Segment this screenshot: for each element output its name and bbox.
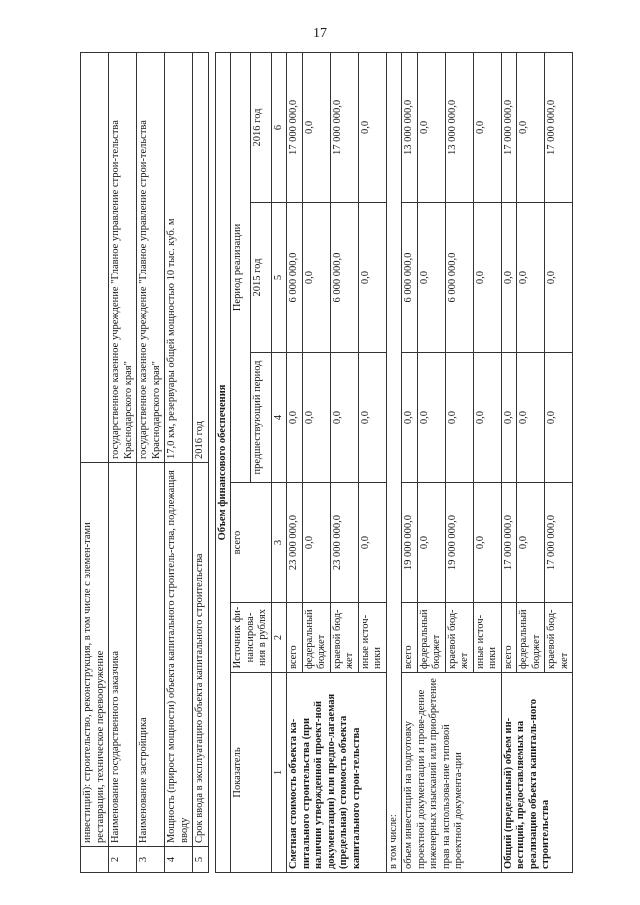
finance-total: 17 000 000,0 xyxy=(501,483,517,603)
column-number: 2 xyxy=(271,603,287,673)
finance-2015: 0,0 xyxy=(302,203,330,353)
finance-total: 19 000 000,0 xyxy=(445,483,473,603)
finance-indicator: Общий (предельный) объем ин-вестиций, предоставляемых на реализацию объекта капиталь-ного строительства xyxy=(501,673,573,873)
finance-2016: 17 000 000,0 xyxy=(330,52,358,202)
finance-source: всего xyxy=(402,603,418,673)
finance-source: краевой бюд-жет xyxy=(330,603,358,673)
finance-2016: 17 000 000,0 xyxy=(545,52,573,202)
info-row xyxy=(193,53,209,873)
finance-total: 0,0 xyxy=(417,483,445,603)
info-row-value: 2016 год xyxy=(193,53,209,463)
finance-prev-period: 0,0 xyxy=(417,353,445,483)
finance-2016: 0,0 xyxy=(517,52,545,202)
info-row-label: Мощность (прирост мощности) объекта капитального строитель-ства, подлежащая вводу xyxy=(165,463,193,847)
finance-2016: 13 000 000,0 xyxy=(402,52,418,202)
column-number: 5 xyxy=(271,203,287,353)
finance-prev-period: 0,0 xyxy=(517,353,545,483)
info-row-number: 3 xyxy=(137,847,165,873)
finance-source: всего xyxy=(287,603,303,673)
col-period-header: Период реализации xyxy=(231,52,251,482)
info-row xyxy=(137,53,165,873)
info-row xyxy=(81,53,109,873)
info-row-label: инвестиций): строительство, реконструкция, в том числе с элемен-тами реставрации, техническое перевооружение xyxy=(81,463,109,847)
page-number: 17 xyxy=(313,26,327,41)
finance-total: 0,0 xyxy=(473,483,501,603)
finance-2016: 0,0 xyxy=(473,52,501,202)
info-row xyxy=(109,53,137,873)
finance-prev-period: 0,0 xyxy=(330,353,358,483)
info-row-value: 17,0 км, резервуары общей мощностью 10 тыс. куб. м xyxy=(165,53,193,463)
info-row-value: государственное казенное учреждение "Главное управление строи-тельства Краснодарского края" xyxy=(109,53,137,463)
col-source-header: Источник фи-нансирова-ния в рублях xyxy=(231,603,272,673)
finance-2015: 0,0 xyxy=(417,203,445,353)
finance-row xyxy=(402,52,418,872)
finance-2016: 0,0 xyxy=(417,52,445,202)
info-row-label: Наименование государственного заказчика xyxy=(109,463,137,847)
finance-subheading: в том числе: xyxy=(386,52,402,872)
finance-source: федеральный бюджет xyxy=(417,603,445,673)
finance-2016: 17 000 000,0 xyxy=(287,52,303,202)
info-row-label: Наименование застройщика xyxy=(137,463,165,847)
finance-prev-period: 0,0 xyxy=(445,353,473,483)
finance-source: федеральный бюджет xyxy=(517,603,545,673)
info-row-number: 4 xyxy=(165,847,193,873)
finance-2015: 6 000 000,0 xyxy=(445,203,473,353)
column-number: 3 xyxy=(271,483,287,603)
finance-total: 0,0 xyxy=(517,483,545,603)
finance-source: федеральный бюджет xyxy=(302,603,330,673)
finance-prev-period: 0,0 xyxy=(287,353,303,483)
finance-indicator: объем инвестиций на подготовку проектной документации и прове-дение инженерных изысканий или приобретение прав на использова-ние типовой проектной документа-ции xyxy=(402,673,502,873)
finance-prev-period: 0,0 xyxy=(545,353,573,483)
finance-2015: 6 000 000,0 xyxy=(330,203,358,353)
finance-source: всего xyxy=(501,603,517,673)
finance-prev-period: 0,0 xyxy=(302,353,330,483)
finance-2015: 0,0 xyxy=(545,203,573,353)
finance-source: иные источ-ники xyxy=(473,603,501,673)
info-row-number: 5 xyxy=(193,847,209,873)
finance-2016: 0,0 xyxy=(302,52,330,202)
finance-total: 23 000 000,0 xyxy=(330,483,358,603)
finance-2015: 6 000 000,0 xyxy=(287,203,303,353)
finance-row xyxy=(501,52,517,872)
column-number: 1 xyxy=(271,673,287,873)
info-row-number: 2 xyxy=(109,847,137,873)
finance-prev-period: 0,0 xyxy=(358,353,386,483)
finance-source: иные источ-ники xyxy=(358,603,386,673)
info-row-value: государственное казенное учреждение "Главное управление строи-тельства Краснодарского края" xyxy=(137,53,165,463)
column-number: 4 xyxy=(271,353,287,483)
column-number-row xyxy=(271,52,287,872)
finance-source: краевой бюд-жет xyxy=(445,603,473,673)
info-table xyxy=(80,52,209,873)
info-row-label: Срок ввода в эксплуатацию объекта капитального строительства xyxy=(193,463,209,847)
finance-prev-period: 0,0 xyxy=(501,353,517,483)
col-2015-header: 2015 год xyxy=(251,203,271,353)
finance-subheading-row xyxy=(386,52,402,872)
finance-source: краевой бюд-жет xyxy=(545,603,573,673)
column-number: 6 xyxy=(271,52,287,202)
finance-prev-period: 0,0 xyxy=(402,353,418,483)
finance-2015: 0,0 xyxy=(473,203,501,353)
finance-total: 17 000 000,0 xyxy=(545,483,573,603)
finance-2016: 13 000 000,0 xyxy=(445,52,473,202)
rotated-document xyxy=(80,53,600,873)
info-row xyxy=(165,53,193,873)
finance-2016: 17 000 000,0 xyxy=(501,52,517,202)
info-row-value xyxy=(81,53,109,463)
finance-title: Объем финансового обеспечения xyxy=(215,52,231,872)
finance-table xyxy=(215,52,574,873)
finance-indicator: Сметная стоимость объекта ка-питального строительства (при наличии утвержденной проект-ной документации) или предпо-лагаемая (предельная) стоимость объекта капитального строи-тельства xyxy=(287,673,387,873)
finance-2015: 6 000 000,0 xyxy=(402,203,418,353)
finance-total: 23 000 000,0 xyxy=(287,483,303,603)
finance-row xyxy=(287,52,303,872)
finance-2015: 0,0 xyxy=(501,203,517,353)
col-prev-header: предшествующий период xyxy=(251,353,271,483)
col-indicator-header: Показатель xyxy=(231,673,272,873)
finance-2016: 0,0 xyxy=(358,52,386,202)
finance-2015: 0,0 xyxy=(517,203,545,353)
col-total-header: всего xyxy=(231,483,272,603)
finance-prev-period: 0,0 xyxy=(473,353,501,483)
finance-total: 0,0 xyxy=(358,483,386,603)
col-2016-header: 2016 год xyxy=(251,52,271,202)
info-row-number xyxy=(81,847,109,873)
finance-total: 19 000 000,0 xyxy=(402,483,418,603)
finance-2015: 0,0 xyxy=(358,203,386,353)
finance-total: 0,0 xyxy=(302,483,330,603)
